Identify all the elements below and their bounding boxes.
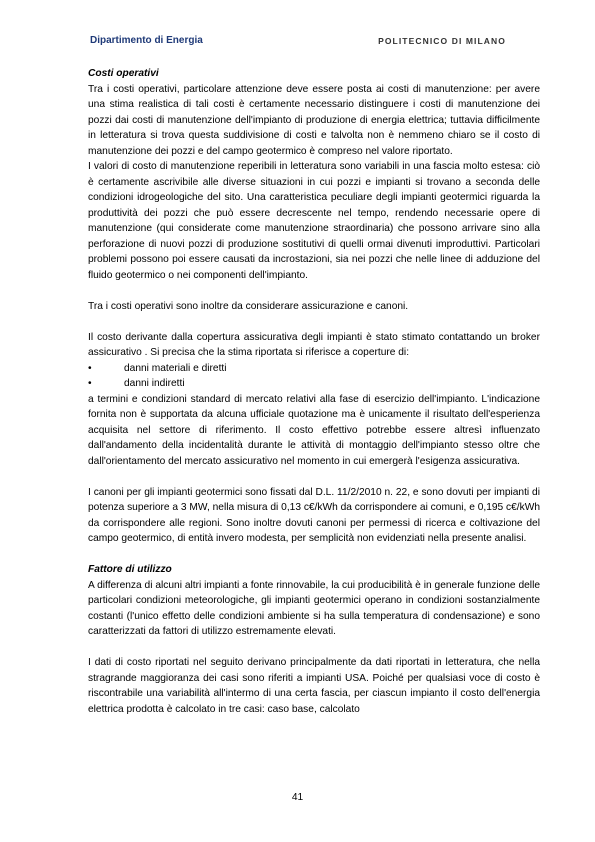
paragraph: Il costo derivante dalla copertura assicurativa degli impianti è stato stimato contattando un broker assicurativo . Si precisa che la stima riportata si riferisce a coperture di: — [88, 331, 540, 358]
paragraph-gap — [88, 547, 540, 563]
paragraph: Tra i costi operativi, particolare attenzione deve essere posta ai costi di manutenzione: per avere una stima realistica di tali costi è certamente necessario distinguere i costi di manutenzione dei pozzi dai costi di manutenzione dell'impianto di produzione di energia elettrica; tuttavia difficilmente in letteratura si trova questa suddivisione di costi e talvolta non è nemmeno chiaro se il costo di manutenzione dei pozzi e del campo geotermico è compreso nel valore riportato. — [88, 83, 540, 157]
page-number: 41 — [291, 792, 304, 803]
list-item-text: danni materiali e diretti — [124, 362, 227, 374]
university-name: POLITECNICO DI MILANO — [378, 36, 506, 46]
page-header — [90, 35, 506, 49]
paragraph: A differenza di alcuni altri impianti a fonte rinnovabile, la cui producibilità è in generale funzione delle particolari condizioni meteorologiche, gli impianti geotermici operano in condizioni sostanzialmente costanti (l'unico effetto delle condizioni ambiente si ha sulla temperatura di condensazione) e sono caratterizzati da fattori di utilizzo estremamente elevati. — [88, 579, 540, 637]
list-item — [88, 361, 540, 377]
paragraph: I valori di costo di manutenzione reperibili in letteratura sono variabili in una fascia molto estesa: ciò è certamente ascrivibile alle diverse situazioni in cui pozzi e impianti si trovano a seconda delle condizioni idrogeologiche del sito. Una caratteristica peculiare degli impianti geotermici riguarda la produttività dei pozzi che può essere decrescente nel tempo, rendendo necessarie opere di manutenzione (qui considerate come manutenzione straordinaria) che possono arrivare sino alla perforazione di nuovi pozzi di produzione sostitutivi di quelli ormai divenuti improduttivi. Particolari problemi possono poi essere causati da incrostazioni, sia nei pozzi che nelle linee di adduzione del fluido geotermico o nei componenti dell'impianto. — [88, 161, 540, 281]
section-title-fattore-di-utilizzo: Fattore di utilizzo — [88, 564, 172, 575]
bullet-mark: • — [88, 362, 92, 374]
paragraph: I dati di costo riportati nel seguito derivano principalmente da dati riportati in letteratura, che nella stragrande maggioranza dei casi sono riferiti a impianti USA. Poiché per qualsiasi voce di costo è riscontrabile una variabilità all'intermo di una certa fascia, per ciascun impianto il costo dell'energia elettrica prodotta è calcolato in tre casi: caso base, calcolato — [88, 657, 540, 715]
paragraph-gap — [88, 314, 540, 330]
section-title-costi-operativi: Costi operativi — [88, 68, 159, 79]
paragraph: I canoni per gli impianti geotermici sono fissati dal D.L. 11/2/2010 n. 22, e sono dovuti per impianti di potenza superiore a 3 MW, nella misura di 0,13 c€/kWh da corrispondere ai comuni, e 0,195 c€/kWh da corrispondere alle regioni. Sono inoltre dovuti canoni per permessi di ricerca e coltivazione del campo geotermico, di entità invero modesta, per semplicità non evidenziati nella presente analisi. — [88, 486, 540, 544]
department-name: Dipartimento di Energia — [90, 35, 203, 46]
list-item — [88, 376, 540, 392]
paragraph: a termini e condizioni standard di mercato relativi alla fase di esercizio dell'impianto. L'indicazione fornita non è supportata da alcuna ufficiale quotazione ma è unicamente il risultato dell'esperienza acquisita nel settore di riferimento. Il costo effettivo potrebbe essere altresì influenzato dall'andamento della incidentalità durante le attività di montaggio dell'impianto stesso oltre che dall'orientamento del mercato assicurativo nel momento in cui emergerà l'esigenza assicurativa. — [88, 393, 540, 467]
list-item-text: danni indiretti — [124, 378, 185, 389]
bullet-mark: • — [88, 378, 92, 389]
paragraph-gap — [88, 283, 540, 299]
document-body — [88, 66, 540, 717]
paragraph: Tra i costi operativi sono inoltre da considerare assicurazione e canoni. — [88, 300, 409, 312]
paragraph-gap — [88, 469, 540, 485]
paragraph-gap — [88, 640, 540, 656]
